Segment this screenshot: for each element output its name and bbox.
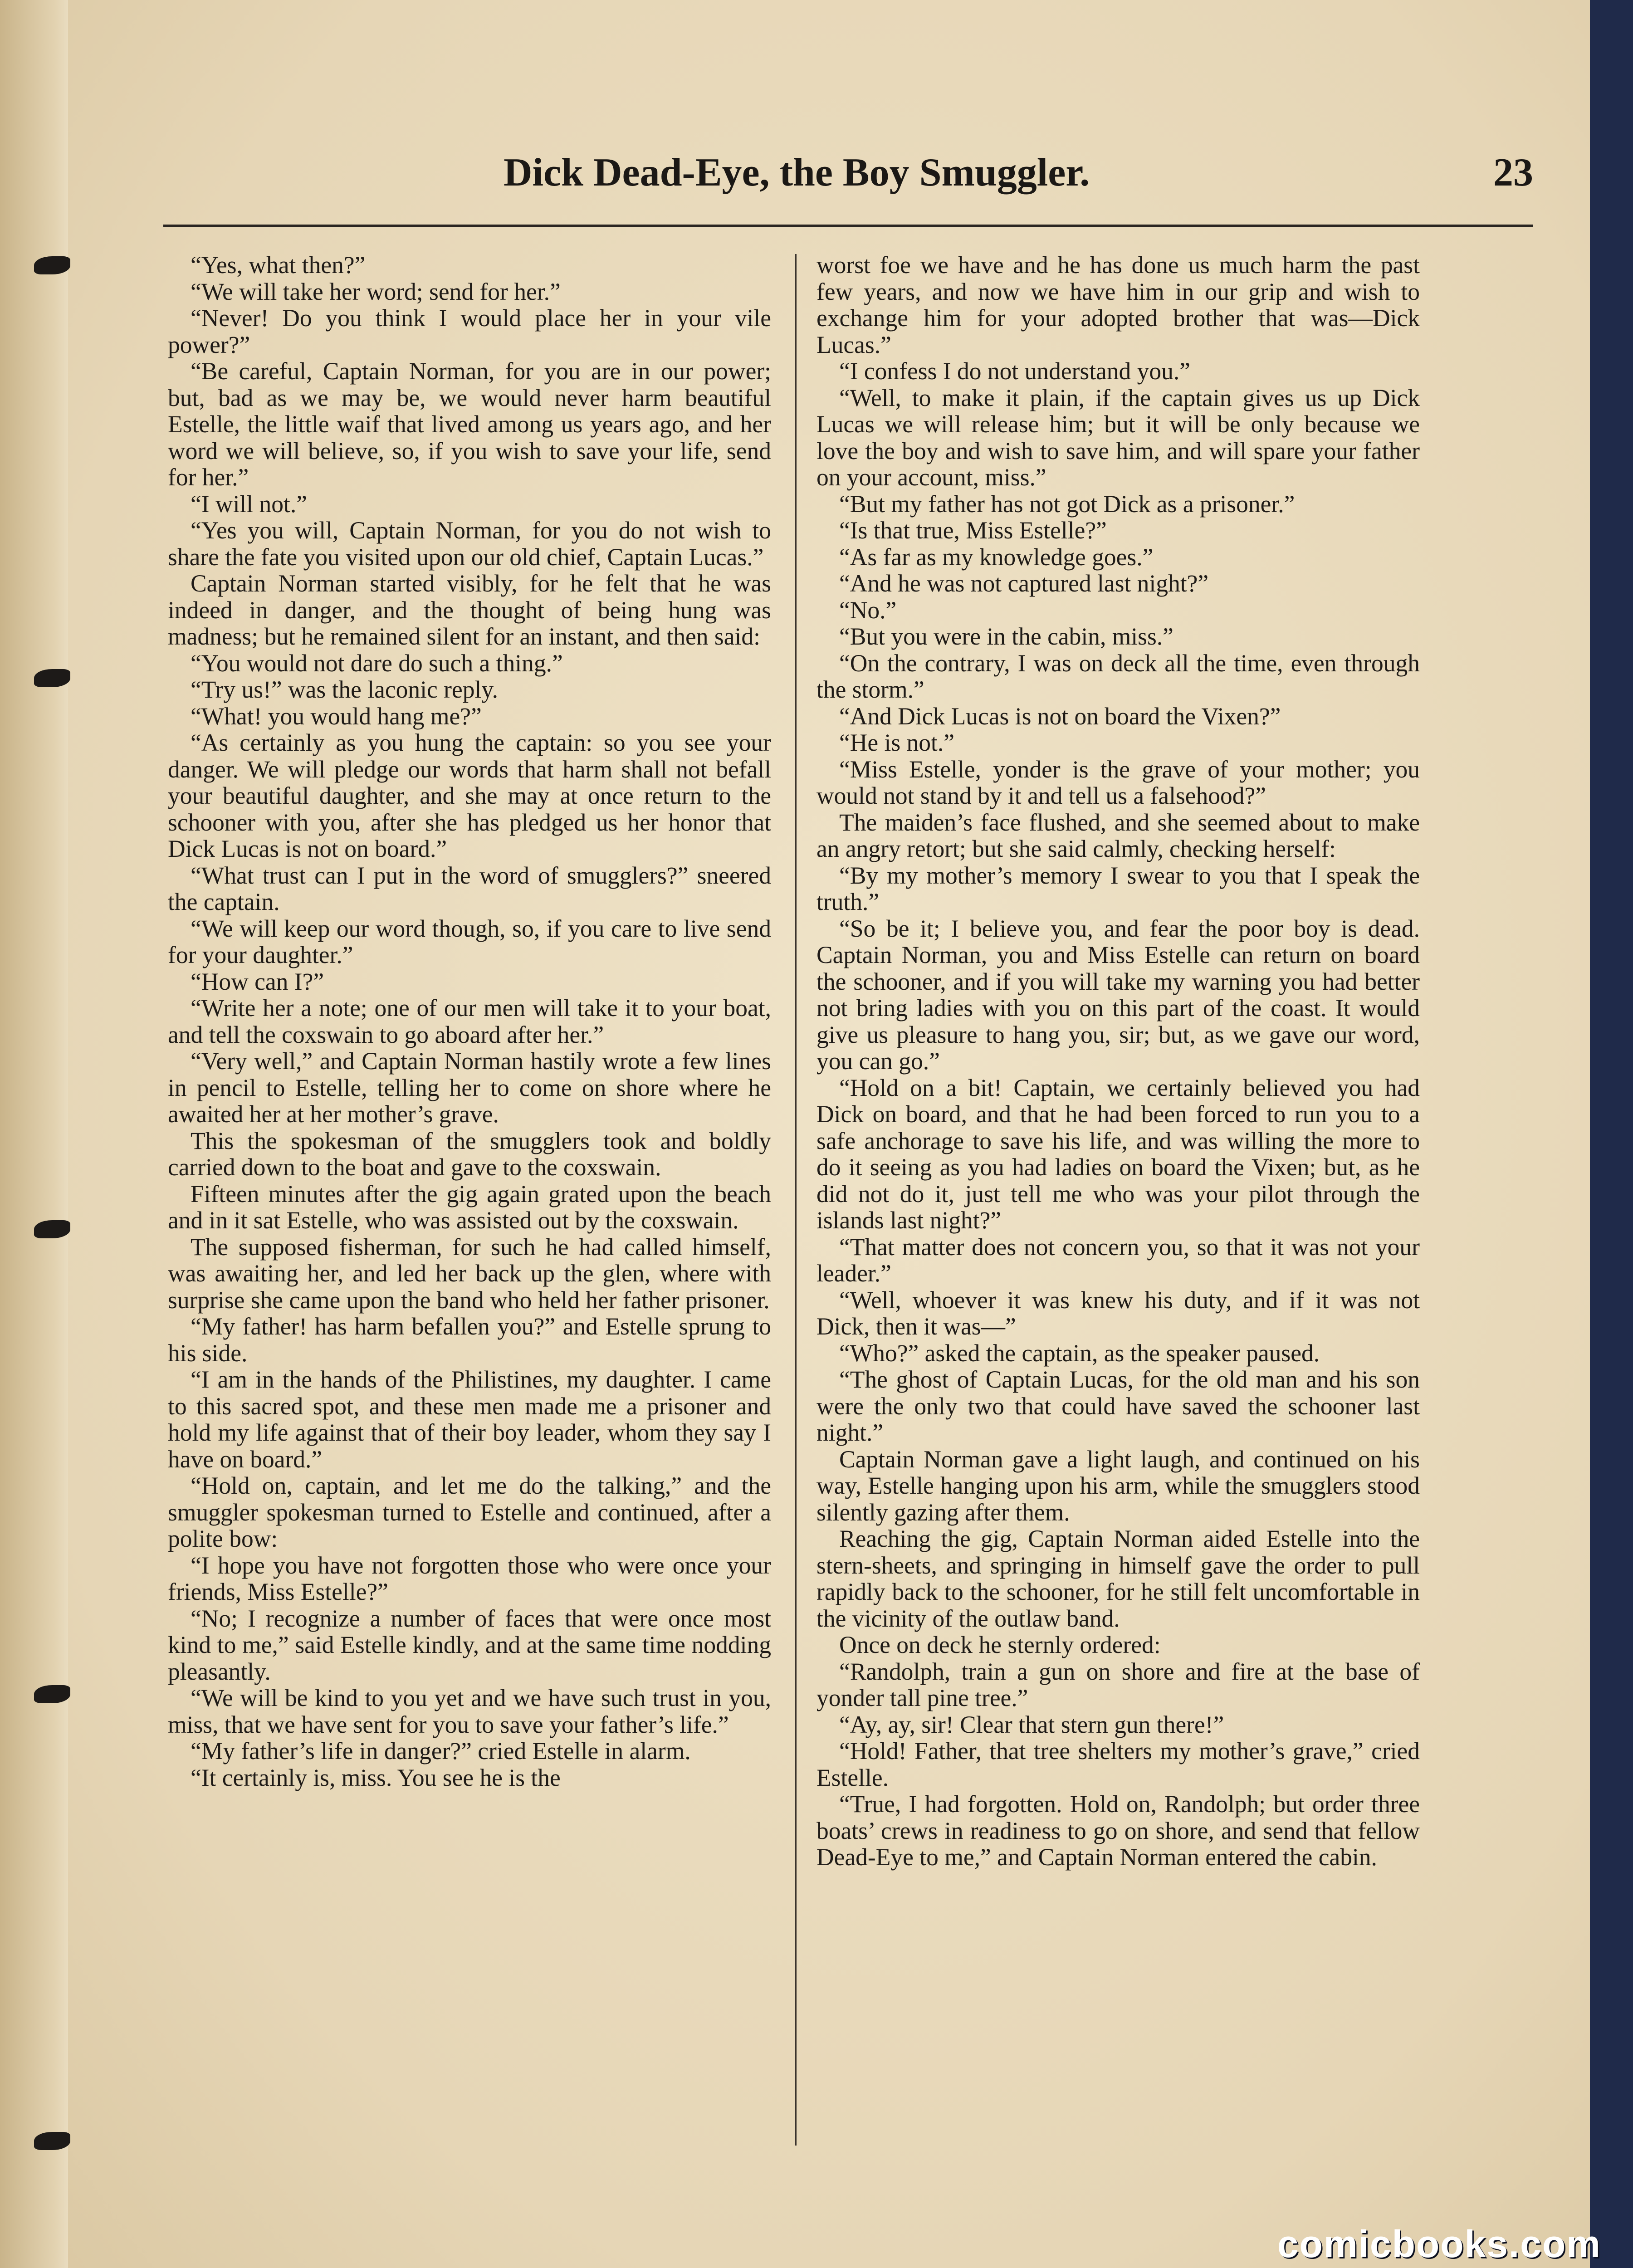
- paragraph: Captain Norman started visibly, for he felt that he was indeed in danger, and the thought of being hung was madness; but he remained silent for an instant, and then said:: [168, 570, 771, 650]
- paragraph: “On the contrary, I was on deck all the time, even through the storm.”: [816, 649, 1420, 703]
- paragraph: “Yes you will, Captain Norman, for you do not wish to share the fate you visited upon our old chief, Captain Lucas.”: [168, 517, 771, 571]
- binding-stitch: [34, 1220, 70, 1238]
- binding-stitch: [34, 256, 70, 274]
- paragraph: “As far as my knowledge goes.”: [839, 543, 1154, 571]
- paragraph: This the spokesman of the smugglers took and boldly carried down to the boat and gave to the coxswain.: [168, 1127, 771, 1181]
- paragraph: “I confess I do not understand you.”: [839, 357, 1191, 385]
- page-number: 23: [1493, 151, 1533, 195]
- paragraph: “By my mother’s memory I swear to you that I speak the truth.”: [816, 861, 1420, 915]
- watermark: comicbooks.com: [1277, 2223, 1601, 2265]
- paragraph: Fifteen minutes after the gig again grated upon the beach and in it sat Estelle, who was assisted out by the coxswain.: [168, 1180, 771, 1234]
- paragraph: “Who?” asked the captain, as the speaker paused.: [839, 1339, 1320, 1367]
- paragraph: “What trust can I put in the word of smugglers?” sneered the captain.: [168, 861, 771, 915]
- paragraph: Reaching the gig, Captain Norman aided Estelle into the stern-sheets, and springing in himself gave the order to pull rapidly back to the schooner, for he still felt uncomfortable in the vicinity of the outlaw band.: [816, 1525, 1420, 1632]
- paragraph: “You would not dare do such a thing.”: [191, 649, 563, 677]
- paragraph: “Well, to make it plain, if the captain gives us up Dick Lucas we will release him; but it will be only because we love the boy and wish to save him, and will spare your father on your account, miss.”: [816, 384, 1420, 491]
- paragraph: “Write her a note; one of our men will take it to your boat, and tell the coxswain to go aboard after her.”: [168, 994, 771, 1048]
- paragraph: “But you were in the cabin, miss.”: [839, 623, 1173, 650]
- paragraph: “As certainly as you hung the captain: so you see your danger. We will pledge our words that harm shall not befall your beautiful daughter, and she may at once return to the schooner with you, after she has pledged us her honor that Dick Lucas is not on board.”: [168, 729, 771, 862]
- paragraph: “Hold! Father, that tree shelters my mother’s grave,” cried Estelle.: [816, 1737, 1420, 1791]
- paragraph: “Is that true, Miss Estelle?”: [839, 517, 1107, 544]
- paragraph: “I will not.”: [191, 490, 308, 518]
- paragraph: “The ghost of Captain Lucas, for the old man and his son were the only two that could have saved the schooner last night.”: [816, 1366, 1420, 1446]
- binding-edge: [0, 0, 68, 2268]
- paragraph: “Hold on a bit! Captain, we certainly believed you had Dick on board, and that he had been forced to run you to a safe anchorage to save his life, and was willing the more to do it seeing as you had ladies on board the Vixen; but, as he did not do it, just tell me who was your pilot through the islands last night?”: [816, 1074, 1420, 1234]
- header-rule: [163, 225, 1533, 227]
- paragraph: “True, I had forgotten. Hold on, Randolph; but order three boats’ crews in readiness to go on shore, and send that fellow Dead-Eye to me,” and Captain Norman entered the cabin.: [816, 1790, 1420, 1871]
- paragraph: “No.”: [839, 596, 897, 624]
- running-title: Dick Dead-Eye, the Boy Smuggler.: [504, 151, 1090, 195]
- paragraph: “What! you would hang me?”: [191, 702, 482, 730]
- paragraph: “Ay, ay, sir! Clear that stern gun there!”: [839, 1711, 1224, 1738]
- paragraph: “Well, whoever it was knew his duty, and if it was not Dick, then it was—”: [816, 1286, 1420, 1340]
- paragraph: “So be it; I believe you, and fear the poor boy is dead. Captain Norman, you and Miss Estelle can return on board the schooner, and if you will take my warning you had better not bring ladies with you on this part of the coast. It would give us pleasure to hang you, sir; but, as we gave our word, you can go.”: [816, 914, 1420, 1075]
- paragraph: “My father! has harm befallen you?” and Estelle sprung to his side.: [168, 1313, 771, 1367]
- paragraph: “And Dick Lucas is not on board the Vixen?”: [839, 702, 1281, 730]
- paragraph: “How can I?”: [191, 968, 324, 995]
- paragraph: “Very well,” and Captain Norman hastily wrote a few lines in pencil to Estelle, telling her to come on shore where he awaited her at her mother’s grave.: [168, 1047, 771, 1128]
- page-header: [163, 150, 1533, 209]
- paragraph: “Miss Estelle, yonder is the grave of your mother; you would not stand by it and tell us a falsehood?”: [816, 755, 1420, 809]
- paragraph: “Yes, what then?”: [191, 251, 366, 279]
- paragraph: “I hope you have not forgotten those who were once your friends, Miss Estelle?”: [168, 1551, 771, 1605]
- column-rule: [795, 254, 797, 2146]
- paragraph: “And he was not captured last night?”: [839, 570, 1209, 597]
- binding-stitch: [34, 1685, 70, 1703]
- paragraph: “He is not.”: [839, 729, 955, 756]
- paragraph: “Hold on, captain, and let me do the talking,” and the smuggler spokesman turned to Estelle and continued, after a polite bow:: [168, 1472, 771, 1552]
- right-column: [816, 252, 1420, 1871]
- paragraph: Captain Norman gave a light laugh, and continued on his way, Estelle hanging upon his arm, while the smugglers stood silently gazing after them.: [816, 1445, 1420, 1526]
- left-column: [168, 252, 771, 1791]
- paragraph: “Try us!” was the laconic reply.: [191, 676, 498, 703]
- binding-stitch: [34, 2132, 70, 2150]
- paragraph: “Randolph, train a gun on shore and fire at the base of yonder tall pine tree.”: [816, 1657, 1420, 1711]
- paragraph: The supposed fisherman, for such he had called himself, was awaiting her, and led her back up the glen, where with surprise she came upon the band who held her father prisoner.: [168, 1233, 771, 1314]
- paragraph: “We will take her word; send for her.”: [191, 278, 561, 305]
- paragraph: The maiden’s face flushed, and she seemed about to make an angry retort; but she said calmly, checking herself:: [816, 808, 1420, 862]
- paragraph: “We will keep our word though, so, if you care to live send for your daughter.”: [168, 914, 771, 968]
- paragraph: “No; I recognize a number of faces that were once most kind to me,” said Estelle kindly, and at the same time nodding pleasantly.: [168, 1604, 771, 1685]
- paragraph: “It certainly is, miss. You see he is the: [191, 1764, 561, 1791]
- paragraph: “Never! Do you think I would place her in your vile power?”: [168, 304, 771, 358]
- paragraph: Once on deck he sternly ordered:: [839, 1631, 1161, 1658]
- paragraph: worst foe we have and he has done us much harm the past few years, and now we have him in our grip and wish to exchange him for your adopted brother that was—Dick Lucas.”: [816, 251, 1420, 358]
- paragraph: “But my father has not got Dick as a prisoner.”: [839, 490, 1295, 518]
- paragraph: “My father’s life in danger?” cried Estelle in alarm.: [191, 1737, 691, 1765]
- paragraph: “I am in the hands of the Philistines, my daughter. I came to this sacred spot, and these men made me a prisoner and hold my life against that of their boy leader, whom they say I have on board.”: [168, 1366, 771, 1473]
- paragraph: “That matter does not concern you, so that it was not your leader.”: [816, 1233, 1420, 1287]
- paragraph: “We will be kind to you yet and we have such trust in you, miss, that we have sent for you to save your father’s life.”: [168, 1684, 771, 1738]
- paragraph: “Be careful, Captain Norman, for you are in our power; but, bad as we may be, we would never harm beautiful Estelle, the little waif that lived among us years ago, and her word we will believe, so, if you wish to save your life, send for her.”: [168, 357, 771, 491]
- binding-stitch: [34, 669, 70, 687]
